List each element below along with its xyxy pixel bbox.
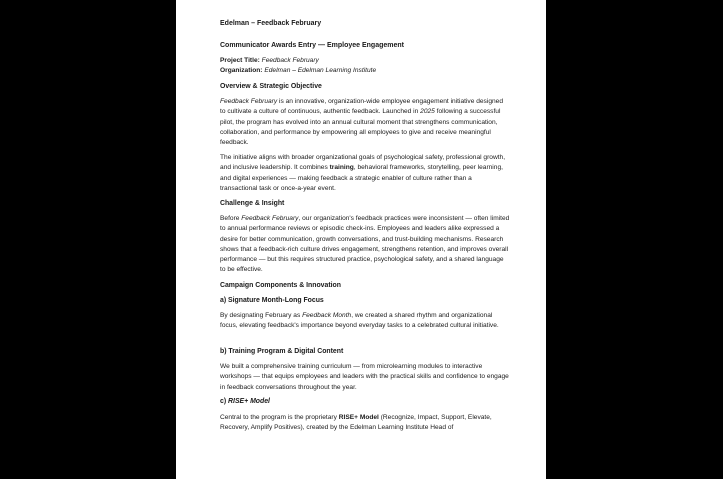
- challenge-text-1: Before: [220, 215, 242, 222]
- c-text-1: Central to the program is the proprietary: [220, 414, 339, 421]
- overview-p2-text-1: The initiative aligns with broader organizational goals of psychological safety, professional growth, and inclusive leadership. It combines: [220, 154, 506, 172]
- subsection-heading-a: a) Signature Month-Long Focus: [220, 297, 324, 304]
- subsection-heading-c: [220, 397, 270, 407]
- subsection-b-paragraph: [220, 362, 510, 393]
- a-text-2: , we created a shared rhythm and organizational focus, elevating feedback's importance beyond everyday tasks to a celebrated cultural initiative.: [220, 312, 499, 330]
- a-text-1: By designating February as: [220, 312, 303, 319]
- organization-line: [220, 66, 376, 76]
- overview-paragraph-1: [220, 97, 510, 148]
- project-title-label: Project Title:: [220, 57, 260, 64]
- organization-label: Organization:: [220, 67, 263, 75]
- program-name: Feedback February: [241, 215, 299, 222]
- project-meta: [220, 56, 376, 77]
- training-keyword: training: [329, 164, 354, 172]
- feedback-month: Feedback Month: [302, 312, 352, 319]
- overview-p1-text-1: is an innovative, organization-wide employee engagement initiative designed to cultivate a culture of continuous, authentic feedback. Launched in: [220, 98, 503, 116]
- subsection-c-name: RISE+ Model: [228, 398, 270, 405]
- subsection-a-paragraph: [220, 311, 510, 332]
- section-heading-challenge: Challenge & Insight: [220, 200, 285, 207]
- challenge-paragraph: [220, 214, 510, 276]
- subsection-heading-b: b) Training Program & Digital Content: [220, 348, 344, 355]
- overview-p2-text-2: , behavioral frameworks, storytelling, peer learning, and digital experiences — making feedback a strategic enabler of culture rather than a transactional task or once-a-year event.: [220, 164, 503, 192]
- section-heading-overview: Overview & Strategic Objective: [220, 83, 322, 90]
- challenge-text-2: , our organization's feedback practices were inconsistent — often limited to annual performance reviews or episodic check-ins. Employees and leaders alike expressed a desire for better communication, growth conversations, and trust-building mechanisms. Research shows that a feedback-rich culture drives engagement, strengthens retention, and improves overall performance — but this requires structured practice, psychological safety, and a shared language to be effective.: [220, 215, 510, 274]
- document-header: Edelman – Feedback February: [220, 20, 322, 27]
- subsection-c-paragraph: [220, 413, 510, 434]
- launch-year: 2025: [420, 108, 435, 116]
- document-page: [176, 0, 546, 479]
- subsection-c-prefix: c): [220, 398, 229, 405]
- project-title-value: Feedback February: [261, 57, 319, 64]
- overview-p1-text-2: following a successful pilot, the program has evolved into an annual cultural moment that strengthens communication, collaboration, and performance by empowering all employees to give and receive meaningful feedback.: [220, 108, 501, 147]
- c-text-2: (Recognize, Impact, Support, Elevate, Recovery, Amplify Positives), created by the Edelman Learning Institute Head of: [220, 414, 492, 432]
- rise-model-name: RISE+ Model: [338, 414, 379, 421]
- b-text: We built a comprehensive training curriculum — from microlearning modules to interactive workshops — that equips employees and leaders with the practical skills and confidence to engage in feedback conversations throughout the year.: [220, 363, 509, 391]
- project-title-line: [220, 56, 376, 66]
- entry-title: Communicator Awards Entry — Employee Engagement: [220, 42, 404, 49]
- section-heading-components: Campaign Components & Innovation: [220, 282, 341, 289]
- organization-value: Edelman – Edelman Learning Institute: [264, 67, 377, 75]
- overview-paragraph-2: [220, 153, 510, 194]
- program-name: Feedback February: [220, 98, 278, 105]
